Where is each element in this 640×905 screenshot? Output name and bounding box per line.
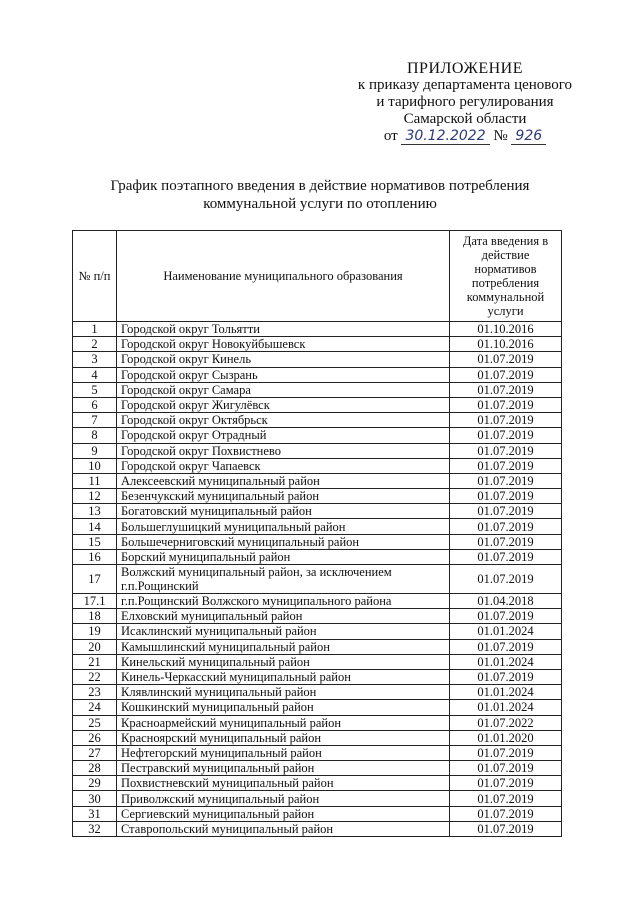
- table-row: [73, 609, 562, 624]
- table-row: [73, 791, 562, 806]
- table-row: [73, 821, 562, 836]
- row-number: 18: [73, 609, 117, 624]
- row-name: Кошкинский муниципальный район: [117, 700, 450, 715]
- appendix-line-1: к приказу департамента ценового: [357, 77, 573, 93]
- row-date: 01.07.2019: [450, 504, 562, 519]
- table-row: [73, 534, 562, 549]
- row-date: 01.07.2019: [450, 489, 562, 504]
- table-row: [73, 806, 562, 821]
- row-number: 17: [73, 565, 117, 594]
- table-row: [73, 367, 562, 382]
- appendix-title: ПРИЛОЖЕНИЕ: [406, 60, 523, 77]
- row-name: Кинель-Черкасский муниципальный район: [117, 669, 450, 684]
- table-header-row: [73, 231, 562, 322]
- row-number: 17.1: [73, 594, 117, 609]
- row-name: Кинельский муниципальный район: [117, 654, 450, 669]
- row-date: 01.10.2016: [450, 337, 562, 352]
- row-date: 01.07.2019: [450, 367, 562, 382]
- row-number: 8: [73, 428, 117, 443]
- row-date: 01.01.2024: [450, 654, 562, 669]
- row-date: 01.07.2019: [450, 761, 562, 776]
- row-name: Городской округ Кинель: [117, 352, 450, 367]
- row-number: 21: [73, 654, 117, 669]
- from-label: от: [383, 128, 398, 144]
- row-number: 26: [73, 730, 117, 745]
- row-number: 7: [73, 413, 117, 428]
- row-name: Безенчукский муниципальный район: [117, 489, 450, 504]
- row-name: Сергиевский муниципальный район: [117, 806, 450, 821]
- table-row: [73, 700, 562, 715]
- table-row: [73, 413, 562, 428]
- row-number: 28: [73, 761, 117, 776]
- row-date: 01.07.2019: [450, 791, 562, 806]
- table-row: [73, 685, 562, 700]
- order-reference: [330, 128, 600, 145]
- row-date: 01.01.2024: [450, 700, 562, 715]
- row-date: 01.07.2019: [450, 669, 562, 684]
- row-date: 01.07.2019: [450, 428, 562, 443]
- table-row: [73, 504, 562, 519]
- table-row: [73, 352, 562, 367]
- row-name: г.п.Рощинский Волжского муниципального района: [117, 594, 450, 609]
- row-name: Исаклинский муниципальный район: [117, 624, 450, 639]
- table-row: [73, 458, 562, 473]
- row-name: Приволжский муниципальный район: [117, 791, 450, 806]
- row-date: 01.07.2019: [450, 821, 562, 836]
- row-number: 27: [73, 745, 117, 760]
- appendix-header: [330, 60, 600, 145]
- row-number: 4: [73, 367, 117, 382]
- row-number: 22: [73, 669, 117, 684]
- table-body: [73, 322, 562, 837]
- row-number: 9: [73, 443, 117, 458]
- table-row: [73, 669, 562, 684]
- row-number: 31: [73, 806, 117, 821]
- row-date: 01.07.2019: [450, 458, 562, 473]
- row-name: Клявлинский муниципальный район: [117, 685, 450, 700]
- row-name: Городской округ Жигулёвск: [117, 397, 450, 412]
- row-number: 25: [73, 715, 117, 730]
- row-number: 32: [73, 821, 117, 836]
- row-date: 01.04.2018: [450, 594, 562, 609]
- schedule-table: [72, 230, 562, 837]
- row-date: 01.07.2022: [450, 715, 562, 730]
- row-date: 01.07.2019: [450, 382, 562, 397]
- row-date: 01.07.2019: [450, 609, 562, 624]
- table-row: [73, 654, 562, 669]
- row-name: Ставропольский муниципальный район: [117, 821, 450, 836]
- row-number: 16: [73, 549, 117, 564]
- table-row: [73, 473, 562, 488]
- row-date: 01.07.2019: [450, 352, 562, 367]
- table-row: [73, 397, 562, 412]
- row-name: Елховский муниципальный район: [117, 609, 450, 624]
- table-row: [73, 565, 562, 594]
- row-number: 2: [73, 337, 117, 352]
- row-name: Городской округ Сызрань: [117, 367, 450, 382]
- column-header-date: Дата введения в действие нормативов потребления коммунальной услуги: [450, 231, 562, 322]
- row-number: 23: [73, 685, 117, 700]
- table-row: [73, 624, 562, 639]
- row-number: 19: [73, 624, 117, 639]
- row-date: 01.07.2019: [450, 473, 562, 488]
- row-date: 01.07.2019: [450, 443, 562, 458]
- row-date: 01.07.2019: [450, 519, 562, 534]
- order-number: 926: [511, 128, 546, 145]
- appendix-line-2: и тарифного регулирования: [376, 94, 554, 110]
- table-row: [73, 745, 562, 760]
- row-name: Городской округ Октябрьск: [117, 413, 450, 428]
- row-number: 1: [73, 322, 117, 337]
- document-title-line-2: коммунальной услуги по отоплению: [203, 196, 437, 212]
- appendix-line-3: Самарской области: [403, 111, 527, 127]
- row-name: Городской округ Похвистнево: [117, 443, 450, 458]
- row-name: Нефтегорский муниципальный район: [117, 745, 450, 760]
- number-label: №: [493, 128, 508, 144]
- column-header-number: № п/п: [73, 231, 117, 322]
- table-row: [73, 549, 562, 564]
- row-number: 20: [73, 639, 117, 654]
- row-name: Камышлинский муниципальный район: [117, 639, 450, 654]
- row-number: 15: [73, 534, 117, 549]
- table-row: [73, 730, 562, 745]
- row-date: 01.07.2019: [450, 534, 562, 549]
- table-row: [73, 322, 562, 337]
- row-name: Городской округ Чапаевск: [117, 458, 450, 473]
- row-name: Похвистневский муниципальный район: [117, 776, 450, 791]
- table-row: [73, 594, 562, 609]
- row-date: 01.01.2024: [450, 624, 562, 639]
- row-number: 13: [73, 504, 117, 519]
- document-title-line-1: График поэтапного введения в действие нормативов потребления: [110, 178, 530, 194]
- table-row: [73, 337, 562, 352]
- table-row: [73, 382, 562, 397]
- row-number: 12: [73, 489, 117, 504]
- row-name: Большечерниговский муниципальный район: [117, 534, 450, 549]
- row-name: Городской округ Новокуйбышевск: [117, 337, 450, 352]
- order-date: 30.12.2022: [401, 128, 489, 145]
- table-row: [73, 639, 562, 654]
- row-number: 24: [73, 700, 117, 715]
- row-number: 5: [73, 382, 117, 397]
- row-date: 01.07.2019: [450, 806, 562, 821]
- table-row: [73, 428, 562, 443]
- table-row: [73, 443, 562, 458]
- column-header-name: Наименование муниципального образования: [117, 231, 450, 322]
- row-date: 01.07.2019: [450, 413, 562, 428]
- row-name: Городской округ Тольятти: [117, 322, 450, 337]
- row-number: 29: [73, 776, 117, 791]
- table-row: [73, 519, 562, 534]
- row-name: Красноярский муниципальный район: [117, 730, 450, 745]
- row-number: 3: [73, 352, 117, 367]
- table-row: [73, 761, 562, 776]
- row-name: Городской округ Отрадный: [117, 428, 450, 443]
- table-row: [73, 715, 562, 730]
- row-number: 11: [73, 473, 117, 488]
- row-date: 01.07.2019: [450, 639, 562, 654]
- document-title: [60, 177, 580, 213]
- row-date: 01.07.2019: [450, 776, 562, 791]
- row-number: 30: [73, 791, 117, 806]
- row-name: Городской округ Самара: [117, 382, 450, 397]
- row-name: Богатовский муниципальный район: [117, 504, 450, 519]
- row-date: 01.07.2019: [450, 745, 562, 760]
- row-date: 01.07.2019: [450, 549, 562, 564]
- row-number: 10: [73, 458, 117, 473]
- row-date: 01.07.2019: [450, 397, 562, 412]
- row-number: 6: [73, 397, 117, 412]
- row-date: 01.01.2024: [450, 685, 562, 700]
- row-date: 01.01.2020: [450, 730, 562, 745]
- row-name: Большеглушицкий муниципальный район: [117, 519, 450, 534]
- row-name: Красноармейский муниципальный район: [117, 715, 450, 730]
- table-row: [73, 489, 562, 504]
- row-name: Борский муниципальный район: [117, 549, 450, 564]
- row-date: 01.10.2016: [450, 322, 562, 337]
- row-name: Алексеевский муниципальный район: [117, 473, 450, 488]
- table-row: [73, 776, 562, 791]
- row-name: Пестравский муниципальный район: [117, 761, 450, 776]
- row-date: 01.07.2019: [450, 565, 562, 594]
- row-name: Волжский муниципальный район, за исключением г.п.Рощинский: [117, 565, 450, 594]
- row-number: 14: [73, 519, 117, 534]
